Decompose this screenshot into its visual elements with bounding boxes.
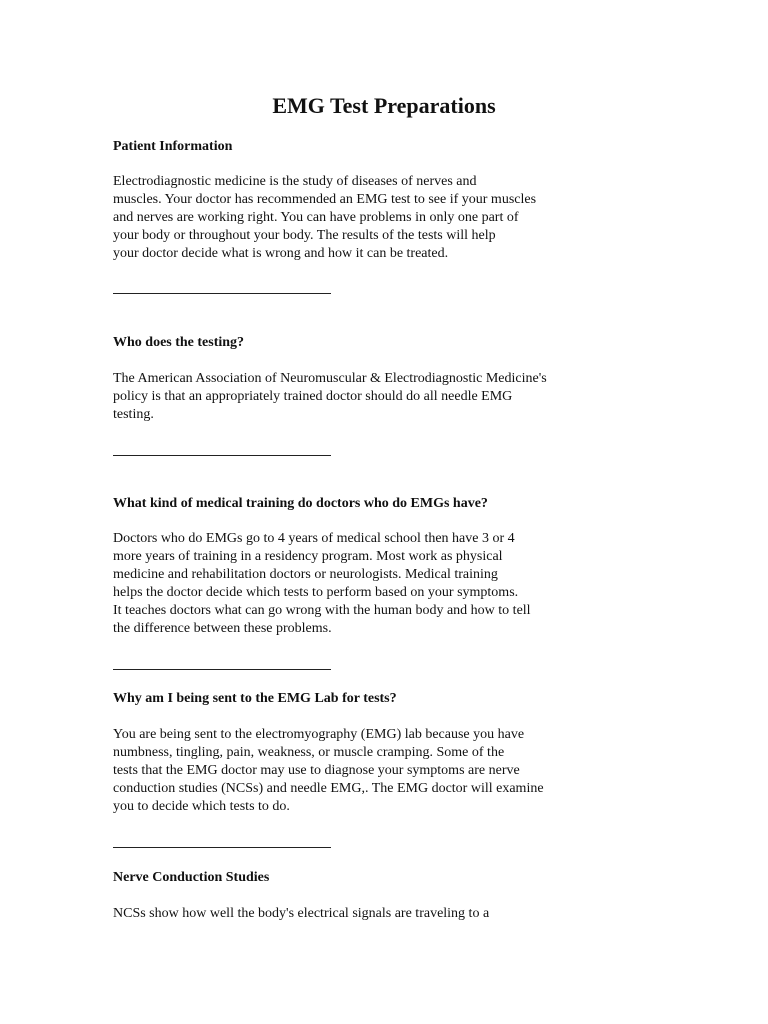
heading-medical-training: What kind of medical training do doctors who do EMGs have? [113, 496, 488, 511]
text-line: You are being sent to the electromyography (EMG) lab because you have [113, 727, 525, 742]
text-line: and nerves are working right. You can have problems in only one part of [113, 210, 519, 225]
text-line: It teaches doctors what can go wrong with the human body and how to tell [113, 603, 531, 618]
separator-line [113, 847, 331, 848]
heading-nerve-conduction-studies: Nerve Conduction Studies [113, 870, 270, 885]
text-line: medicine and rehabilitation doctors or neurologists. Medical training [113, 567, 498, 582]
document-title: EMG Test Preparations [272, 93, 496, 118]
text-line: testing. [113, 407, 154, 422]
text-line: the difference between these problems. [113, 621, 332, 636]
text-line: numbness, tingling, pain, weakness, or muscle cramping. Some of the [113, 745, 505, 760]
separator-line [113, 669, 331, 670]
text-line: conduction studies (NCSs) and needle EMG,. The EMG doctor will examine [113, 781, 544, 796]
paragraph-why-sent-to-lab [113, 726, 544, 816]
heading-patient-information: Patient Information [113, 139, 233, 154]
paragraph-patient-information [113, 173, 536, 263]
text-line: muscles. Your doctor has recommended an EMG test to see if your muscles [113, 192, 537, 207]
text-line: more years of training in a residency program. Most work as physical [113, 549, 503, 564]
heading-why-sent-to-lab: Why am I being sent to the EMG Lab for tests? [113, 691, 397, 706]
text-line: Electrodiagnostic medicine is the study of diseases of nerves and [113, 174, 477, 189]
text-line: helps the doctor decide which tests to perform based on your symptoms. [113, 585, 519, 600]
text-line: you to decide which tests to do. [113, 799, 290, 814]
text-line: your doctor decide what is wrong and how it can be treated. [113, 246, 449, 261]
text-line: your body or throughout your body. The results of the tests will help [113, 228, 496, 243]
paragraph-nerve-conduction-studies [113, 905, 489, 923]
separator-line [113, 455, 331, 456]
text-line: NCSs show how well the body's electrical signals are traveling to a [113, 906, 490, 921]
paragraph-medical-training [113, 530, 531, 638]
text-line: policy is that an appropriately trained doctor should do all needle EMG [113, 389, 513, 404]
text-line: The American Association of Neuromuscular & Electrodiagnostic Medicine's [113, 371, 547, 386]
heading-who-does-testing: Who does the testing? [113, 335, 245, 350]
text-line: Doctors who do EMGs go to 4 years of medical school then have 3 or 4 [113, 531, 515, 546]
paragraph-who-does-testing [113, 370, 547, 424]
text-line: tests that the EMG doctor may use to diagnose your symptoms are nerve [113, 763, 520, 778]
separator-line [113, 293, 331, 294]
